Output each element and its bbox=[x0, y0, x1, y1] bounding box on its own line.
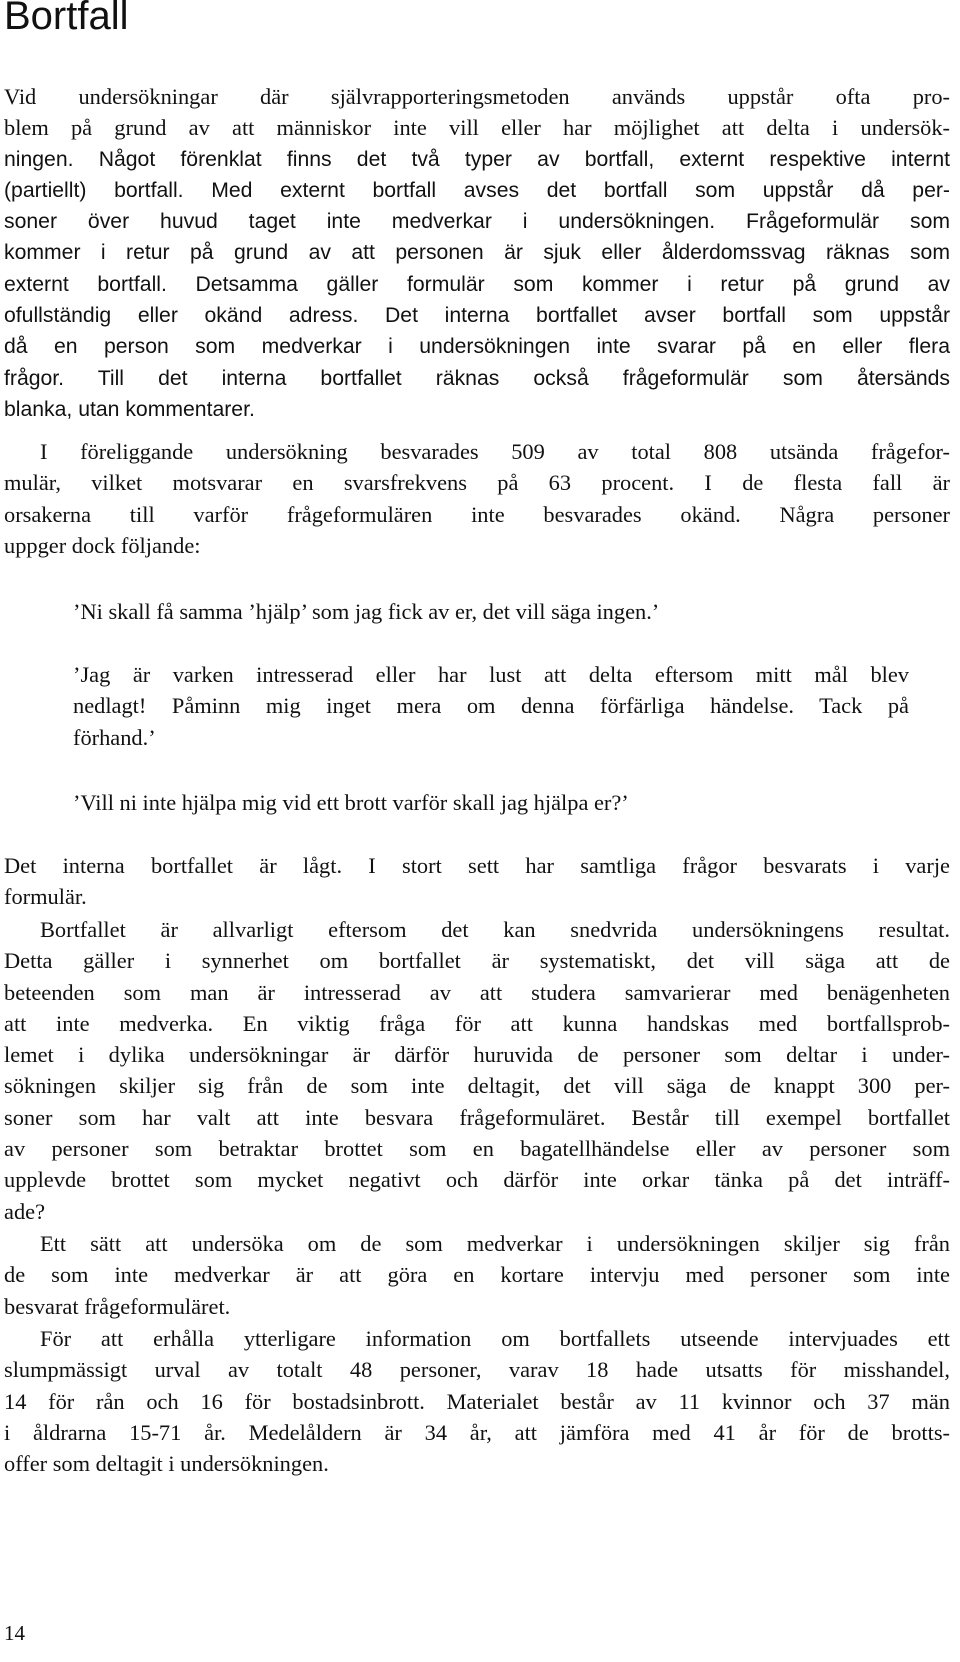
text-line: ofullständig eller okänd adress. Det interna bortfallet avser bortfall som uppstår bbox=[4, 304, 950, 328]
paragraph-bias bbox=[4, 914, 950, 1227]
paragraph-sample bbox=[4, 1323, 950, 1479]
text-line: För att erhålla ytterligare information om bortfallets utseende intervjuades ett bbox=[40, 1326, 950, 1351]
text-line: orsakerna till varför frågeformulären inte besvarades okänd. Några personer bbox=[4, 501, 950, 527]
text-line: Detta gäller i synnerhet om bortfallet är systematiskt, det vill säga att de bbox=[4, 948, 950, 974]
text-line: de som inte medverkar är att göra en kortare intervju med personer som inte bbox=[4, 1262, 950, 1288]
text-line: frågor. Till det interna bortfallet räknas också frågeformulär som återsänds bbox=[4, 366, 950, 390]
text-line: blanka, utan kommentarer. bbox=[4, 397, 255, 421]
text-line: Det interna bortfallet är lågt. I stort sett har samtliga frågor besvarats i varje bbox=[4, 853, 950, 878]
text-line: beteenden som man är intresserad av att studera samvarierar med benägenheten bbox=[4, 979, 950, 1005]
text-line: I föreliggande undersökning besvarades 509 av total 808 utsända frågefor- bbox=[40, 439, 950, 464]
page-number: 14 bbox=[4, 1621, 25, 1645]
paragraph-bortfall-definition bbox=[4, 81, 950, 425]
paragraph-internal-dropout bbox=[4, 850, 950, 913]
text-line: Bortfallet är allvarligt eftersom det kan snedvrida undersökningens resultat. bbox=[40, 917, 950, 942]
section-heading: Bortfall bbox=[4, 0, 129, 38]
text-line: upplevde brottet som mycket negativt och därför inte orkar tänka på det inträff- bbox=[4, 1167, 950, 1193]
text-line: slumpmässigt urval av totalt 48 personer, varav 18 hade utsatts för misshandel, bbox=[4, 1357, 950, 1383]
text-line: blem på grund av att människor inte vill eller har möjlighet att delta i undersök- bbox=[4, 115, 950, 141]
text-line: i åldrarna 15-71 år. Medelåldern är 34 år, att jämföra med 41 år för de brotts- bbox=[4, 1419, 950, 1445]
text-line: uppger dock följande: bbox=[4, 532, 201, 558]
text-line: soner över huvud taget inte medverkar i undersökningen. Frågeformulär som bbox=[4, 210, 950, 234]
text-line: av personer som betraktar brottet som en bagatellhändelse eller av personer som bbox=[4, 1136, 950, 1162]
quote-respondent-1 bbox=[73, 596, 909, 627]
text-line: lemet i dylika undersökningar är därför huruvida de personer som deltar i under- bbox=[4, 1042, 950, 1068]
text-line: formulär. bbox=[4, 884, 87, 910]
text-line: ade? bbox=[4, 1198, 46, 1224]
text-line: (partiellt) bortfall. Med externt bortfall avses det bortfall som uppstår då per- bbox=[4, 178, 950, 202]
text-line: sökningen skiljer sig från de som inte deltagit, det vill säga de knappt 300 per- bbox=[4, 1073, 950, 1099]
text-line: kommer i retur på grund av att personen är sjuk eller ålderdomssvag räknas som bbox=[4, 241, 950, 265]
paragraph-response-rate bbox=[4, 436, 950, 561]
text-line: nedlagt! Påminn mig inget mera om denna förfärliga händelse. Tack på bbox=[73, 693, 909, 719]
quote-respondent-2 bbox=[73, 659, 909, 753]
text-line: mulär, vilket motsvarar en svarsfrekvens på 63 procent. I de flesta fall är bbox=[4, 470, 950, 496]
paragraph-interview-method bbox=[4, 1228, 950, 1322]
text-line: ’Jag är varken intresserad eller har lust att delta eftersom mitt mål blev bbox=[73, 662, 909, 687]
text-line: då en person som medverkar i undersökningen inte svarar på en eller flera bbox=[4, 335, 950, 359]
text-line: att inte medverka. En viktig fråga för att kunna handskas med bortfallsprob- bbox=[4, 1010, 950, 1036]
text-line: ’Vill ni inte hjälpa mig vid ett brott varför skall jag hjälpa er?’ bbox=[73, 790, 629, 815]
text-line: externt bortfall. Detsamma gäller formulär som kommer i retur på grund av bbox=[4, 272, 950, 296]
text-line: besvarat frågeformuläret. bbox=[4, 1293, 231, 1319]
text-line: Vid undersökningar där självrapporteringsmetoden används uppstår ofta pro- bbox=[4, 84, 950, 109]
text-line: Ett sätt att undersöka om de som medverkar i undersökningen skiljer sig från bbox=[40, 1231, 950, 1256]
text-line: förhand.’ bbox=[73, 724, 156, 750]
text-line: ningen. Något förenklat finns det två typer av bortfall, externt respektive internt bbox=[4, 147, 950, 171]
text-line: 14 för rån och 16 för bostadsinbrott. Materialet består av 11 kvinnor och 37 män bbox=[4, 1388, 950, 1414]
text-line: soner som har valt att inte besvara frågeformuläret. Består till exempel bortfallet bbox=[4, 1104, 950, 1130]
text-line: ’Ni skall få samma ’hjälp’ som jag fick av er, det vill säga ingen.’ bbox=[73, 599, 660, 624]
quote-respondent-3 bbox=[73, 787, 909, 818]
text-line: offer som deltagit i undersökningen. bbox=[4, 1451, 329, 1477]
